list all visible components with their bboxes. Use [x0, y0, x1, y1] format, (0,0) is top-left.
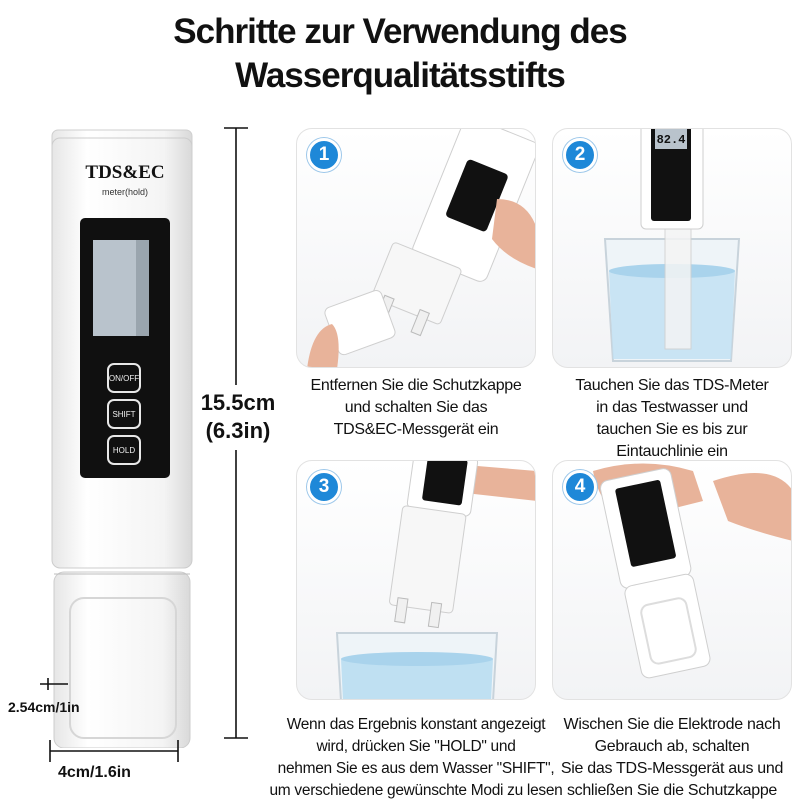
meter-reading: 82.4 [656, 133, 686, 147]
step-2-caption-line: Eintauchlinie ein [616, 443, 728, 460]
step-4-caption [536, 714, 800, 800]
step-3-badge: 3 [307, 470, 341, 504]
title-line-2: Wasserqualitätsstifts [235, 56, 565, 95]
step-4-caption-line: schließen Sie die Schutzkappe [566, 782, 778, 799]
body-width-dimension: 2.54cm/1in [8, 699, 80, 715]
step-3-caption [262, 714, 570, 800]
step-2-badge: 2 [563, 138, 597, 172]
step-4-caption-line: Gebrauch ab, schalten [594, 738, 750, 755]
step-1-caption-line: Entfernen Sie die Schutzkappe [310, 377, 522, 394]
meter-brand-label: TDS&EC [85, 162, 165, 183]
step-4-caption-line: Sie das TDS-Messgerät aus und [560, 760, 784, 777]
step-4-badge: 4 [563, 470, 597, 504]
height-dimension [186, 389, 290, 445]
hold-button: HOLD [107, 435, 141, 465]
shift-button: SHIFT [107, 399, 141, 429]
step-3-caption-line: wird, drücken Sie "HOLD" und [316, 738, 516, 755]
step-1-badge: 1 [307, 138, 341, 172]
step-2-caption-line: tauchen Sie es bis zur [596, 421, 748, 438]
step-2-caption [536, 375, 800, 463]
step-2-caption-line: Tauchen Sie das TDS-Meter [575, 377, 769, 394]
step-1-caption-line: TDS&EC-Messgerät ein [333, 421, 499, 438]
meter-sub-label: meter(hold) [101, 187, 148, 197]
step-2-panel [552, 128, 792, 368]
step-3-panel [296, 460, 536, 700]
height-in: (6.3in) [205, 418, 271, 443]
page-title [0, 10, 800, 98]
title-line-1: Schritte zur Verwendung des [173, 12, 627, 51]
step-4-caption-line: Wischen Sie die Elektrode nach [563, 716, 781, 733]
step-1-caption-line: und schalten Sie das [344, 399, 488, 416]
tds-meter-illustration [40, 128, 200, 748]
step-2-caption-line: in das Testwasser und [596, 399, 748, 416]
overall-width-dimension: 4cm/1.6in [58, 764, 131, 781]
step-3-caption-line: um verschiedene gewünschte Modi zu lesen [269, 782, 563, 799]
step-4-panel [552, 460, 792, 700]
step-3-caption-line: nehmen Sie es aus dem Wasser "SHIFT", [277, 760, 555, 777]
step-3-caption-line: Wenn das Ergebnis konstant angezeigt [286, 716, 546, 733]
on-off-button: ON/OFF [107, 363, 141, 393]
height-cm: 15.5cm [200, 390, 276, 415]
step-1-caption [280, 375, 552, 441]
step-1-panel [296, 128, 536, 368]
